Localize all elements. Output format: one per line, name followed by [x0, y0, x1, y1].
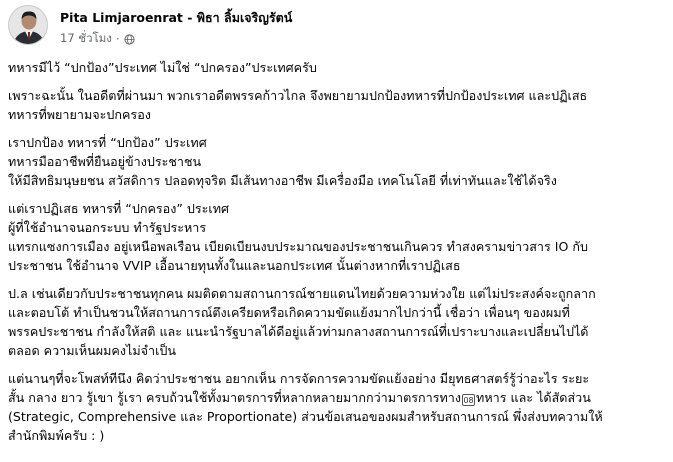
calendar-emoji-icon: 08: [463, 396, 474, 405]
post-line: เพราะฉะนั้น ในอดีตที่ผ่านมา พวกเราอดีตพรรคก้าวไกล จึงพยายามปกป้องทหารที่ปกป้องประเทศ และปฏิเสธ: [8, 88, 588, 103]
post-paragraph-1: [8, 58, 663, 77]
post-line: พรรคประชาชน กำลังให้สติ และ แนะนำรัฐบาลได้ดีอยู่แล้วท่ามกลางสถานการณ์ที่เปราะบางและเปลี่ยนไปได้: [8, 324, 589, 339]
globe-icon[interactable]: [124, 34, 135, 45]
post-paragraph-2: [8, 86, 663, 124]
post-line: ทหารมืออาชีพที่ยืนอยู่ข้างประชาชน: [8, 154, 202, 169]
post-line: (Strategic, Comprehensive และ Proportionate) ส่วนข้อเสนอของผมสำหรับสถานการณ์ พึ่งส่งบทความให้: [8, 409, 603, 424]
post-line: ทหารมีไว้ “ปกป้อง”ประเทศ ไม่ใช่ “ปกครอง”ประเทศครับ: [8, 60, 317, 75]
post-line: สำนักพิมพ์ครับ : ): [8, 428, 105, 443]
post-line: เราปกป้อง ทหารที่ “ปกป้อง” ประเทศ: [8, 135, 207, 150]
post-line: ป.ล เช่นเดียวกับประชาชนทุกคน ผมติดตามสถานการณ์ชายแดนไทยด้วยความห่วงใย แต่ไม่ประสงค์จะถูกลาก: [8, 286, 596, 301]
post-paragraph-3: [8, 133, 663, 190]
post-paragraph-6: [8, 369, 663, 445]
avatar[interactable]: [8, 5, 48, 45]
post-line: แต่เราปฏิเสธ ทหารที่ “ปกครอง” ประเทศ: [8, 201, 230, 216]
post-line: [8, 388, 663, 407]
post-line: แทรกแซงการเมือง อยู่เหนือพลเรือน เบียดเบียนงบประมาณของประชาชนเกินควร ทำสงครามข่าวสาร IO กับ: [8, 239, 588, 254]
post-line: และตอบโต้ ทำเป็นชวนให้สถานการณ์ตึงเครียดหรือเกิดความขัดแย้งมากไปกว่านี้ เชื่อว่า เพื่อนๆ ของผมที่: [8, 305, 570, 320]
post-body: [8, 58, 663, 454]
post-timestamp[interactable]: 17 ชั่วโมง: [60, 31, 112, 45]
post-line: ตลอด ความเห็นผมคงไม่จำเป็น: [8, 343, 176, 358]
meta-separator: ·: [115, 32, 120, 46]
author-name[interactable]: Pita Limjaroenrat - พิธา ลิ้มเจริญรัตน์: [60, 10, 293, 25]
post-meta: [60, 30, 135, 48]
post-paragraph-4: [8, 199, 663, 275]
profile-photo: [9, 6, 48, 45]
post-line: ให้มีสิทธิมนุษยชน สวัสดิการ ปลอดทุจริต มีเส้นทางอาชีพ มีเครื่องมือ เทคโนโลยี ที่เท่าทันและใช้ได้จริง: [8, 173, 557, 188]
post-line: ประชาชน ใช้อำนาจ VVIP เอื้อนายทุนทั้งในและนอกประเทศ นั้นต่างหากที่เราปฏิเสธ: [8, 258, 461, 273]
post-header: [8, 5, 648, 49]
post-line: ทหารที่พยายามจะปกครอง: [8, 107, 151, 122]
post-line: แต่นานๆที่จะโพสท์ทีนึง คิดว่าประชาชน อยากเห็น การจัดการความขัดแย้งอย่าง มียุทธศาสตร์รู้ว่าอะไร ระยะ: [8, 371, 590, 386]
post-line-text: สั้น กลาง ยาว รู้เขา รู้เรา ครบถ้วนใช้ทั้งมาตรการที่หลากหลายมากกว่ามาตรการทาง: [8, 390, 462, 405]
post-line: ผู้ที่ใช้อำนาจนอกระบบ ทำรัฐประหาร: [8, 220, 207, 235]
post-paragraph-5: [8, 284, 663, 360]
post-line-text: ทหาร และ ได้สัดส่วน: [476, 390, 591, 405]
